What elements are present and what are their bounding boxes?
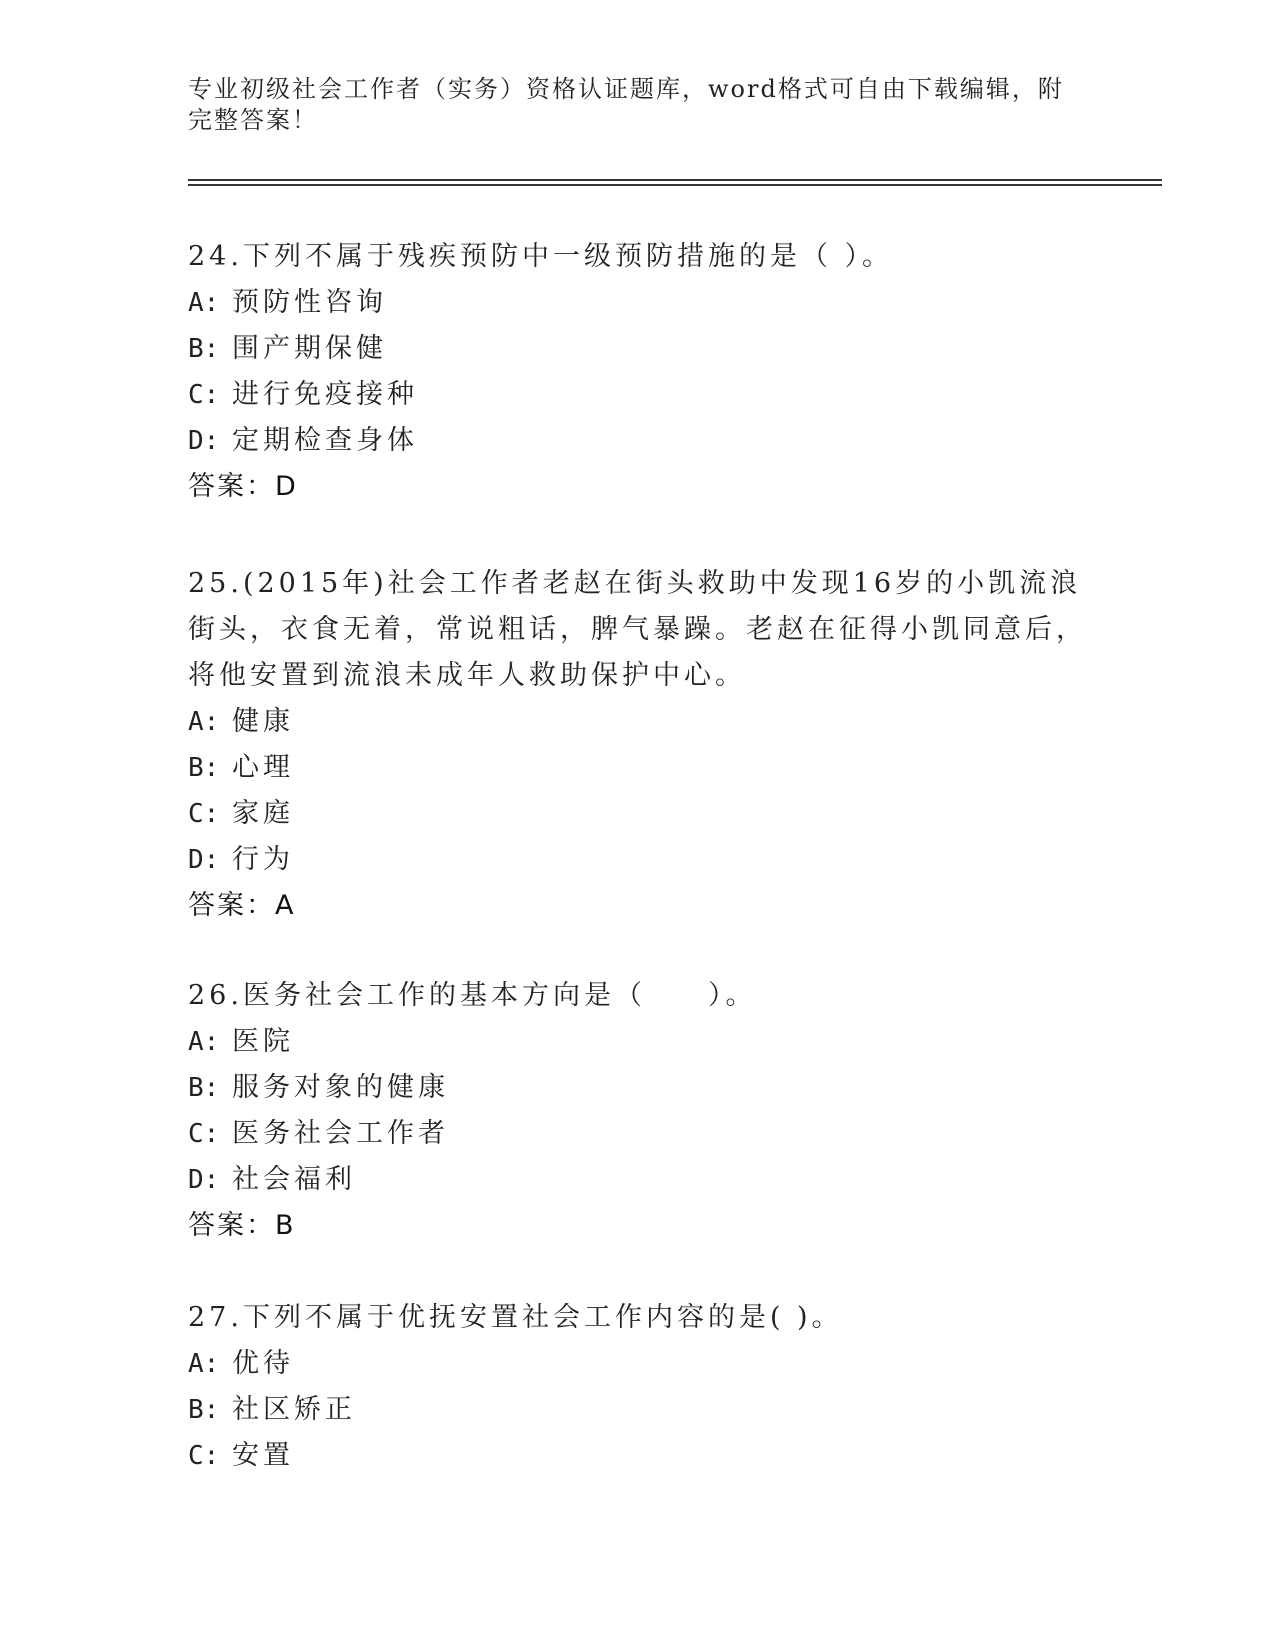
option-letter: A: xyxy=(188,1027,220,1057)
option-letter: A: xyxy=(188,288,220,318)
answer-label: 答案： xyxy=(188,471,275,502)
option-letter: B: xyxy=(188,753,220,783)
question-26 xyxy=(188,973,1088,1249)
option-text: 预防性咨询 xyxy=(232,287,387,318)
option-letter: C: xyxy=(188,799,220,829)
question-stem: 26.医务社会工作的基本方向是（ ）。 xyxy=(188,980,757,1011)
question-stem: 25.(2015年)社会工作者老赵在街头救助中发现16岁的小凯流浪街头，衣食无着，常说粗话，脾气暴躁。老赵在征得小凯同意后，将他安置到流浪未成年人救助保护中心。 xyxy=(188,568,1087,691)
header-divider-top xyxy=(188,179,1162,181)
option-c xyxy=(188,791,1088,837)
option-text: 优待 xyxy=(232,1348,294,1379)
option-c xyxy=(188,372,1088,418)
option-text: 医务社会工作者 xyxy=(232,1118,449,1149)
answer-line xyxy=(188,883,1088,929)
option-a xyxy=(188,699,1088,745)
option-b xyxy=(188,745,1088,791)
option-letter: B: xyxy=(188,1073,220,1103)
option-b xyxy=(188,1387,1088,1433)
option-letter: C: xyxy=(188,380,220,410)
header-divider-bottom xyxy=(188,184,1162,186)
option-a xyxy=(188,1341,1088,1387)
answer-line xyxy=(188,464,1088,510)
option-a xyxy=(188,280,1088,326)
option-text: 家庭 xyxy=(232,798,294,829)
option-text: 服务对象的健康 xyxy=(232,1072,449,1103)
option-text: 行为 xyxy=(232,844,294,875)
question-27 xyxy=(188,1295,1088,1479)
answer-line xyxy=(188,1203,1088,1249)
option-text: 定期检查身体 xyxy=(232,425,418,456)
option-letter: D: xyxy=(188,1165,220,1195)
option-letter: D: xyxy=(188,845,220,875)
option-d xyxy=(188,1157,1088,1203)
option-text: 心理 xyxy=(232,752,294,783)
option-letter: A: xyxy=(188,707,220,737)
question-24 xyxy=(188,234,1088,510)
option-text: 社会福利 xyxy=(232,1164,356,1195)
option-text: 健康 xyxy=(232,706,294,737)
option-d xyxy=(188,418,1088,464)
option-text: 围产期保健 xyxy=(232,333,387,364)
option-letter: B: xyxy=(188,1395,220,1425)
question-25 xyxy=(188,561,1088,929)
option-letter: B: xyxy=(188,334,220,364)
answer-label: 答案： xyxy=(188,890,275,921)
option-a xyxy=(188,1019,1088,1065)
option-d xyxy=(188,837,1088,883)
option-b xyxy=(188,326,1088,372)
question-stem: 27.下列不属于优抚安置社会工作内容的是( )。 xyxy=(188,1302,843,1333)
option-c xyxy=(188,1433,1088,1479)
option-text: 医院 xyxy=(232,1026,294,1057)
answer-label: 答案： xyxy=(188,1210,275,1241)
document-header-text: 专业初级社会工作者（实务）资格认证题库，word格式可自由下载编辑，附完整答案！ xyxy=(188,75,1064,134)
answer-value: B xyxy=(275,1210,294,1241)
answer-value: A xyxy=(275,890,294,921)
option-c xyxy=(188,1111,1088,1157)
option-b xyxy=(188,1065,1088,1111)
option-letter: C: xyxy=(188,1441,220,1471)
option-letter: C: xyxy=(188,1119,220,1149)
option-letter: A: xyxy=(188,1349,220,1379)
question-stem: 24.下列不属于残疾预防中一级预防措施的是（ ）。 xyxy=(188,241,894,272)
option-letter: D: xyxy=(188,426,220,456)
option-text: 安置 xyxy=(232,1440,294,1471)
answer-value: D xyxy=(275,471,296,502)
option-text: 社区矫正 xyxy=(232,1394,356,1425)
option-text: 进行免疫接种 xyxy=(232,379,418,410)
